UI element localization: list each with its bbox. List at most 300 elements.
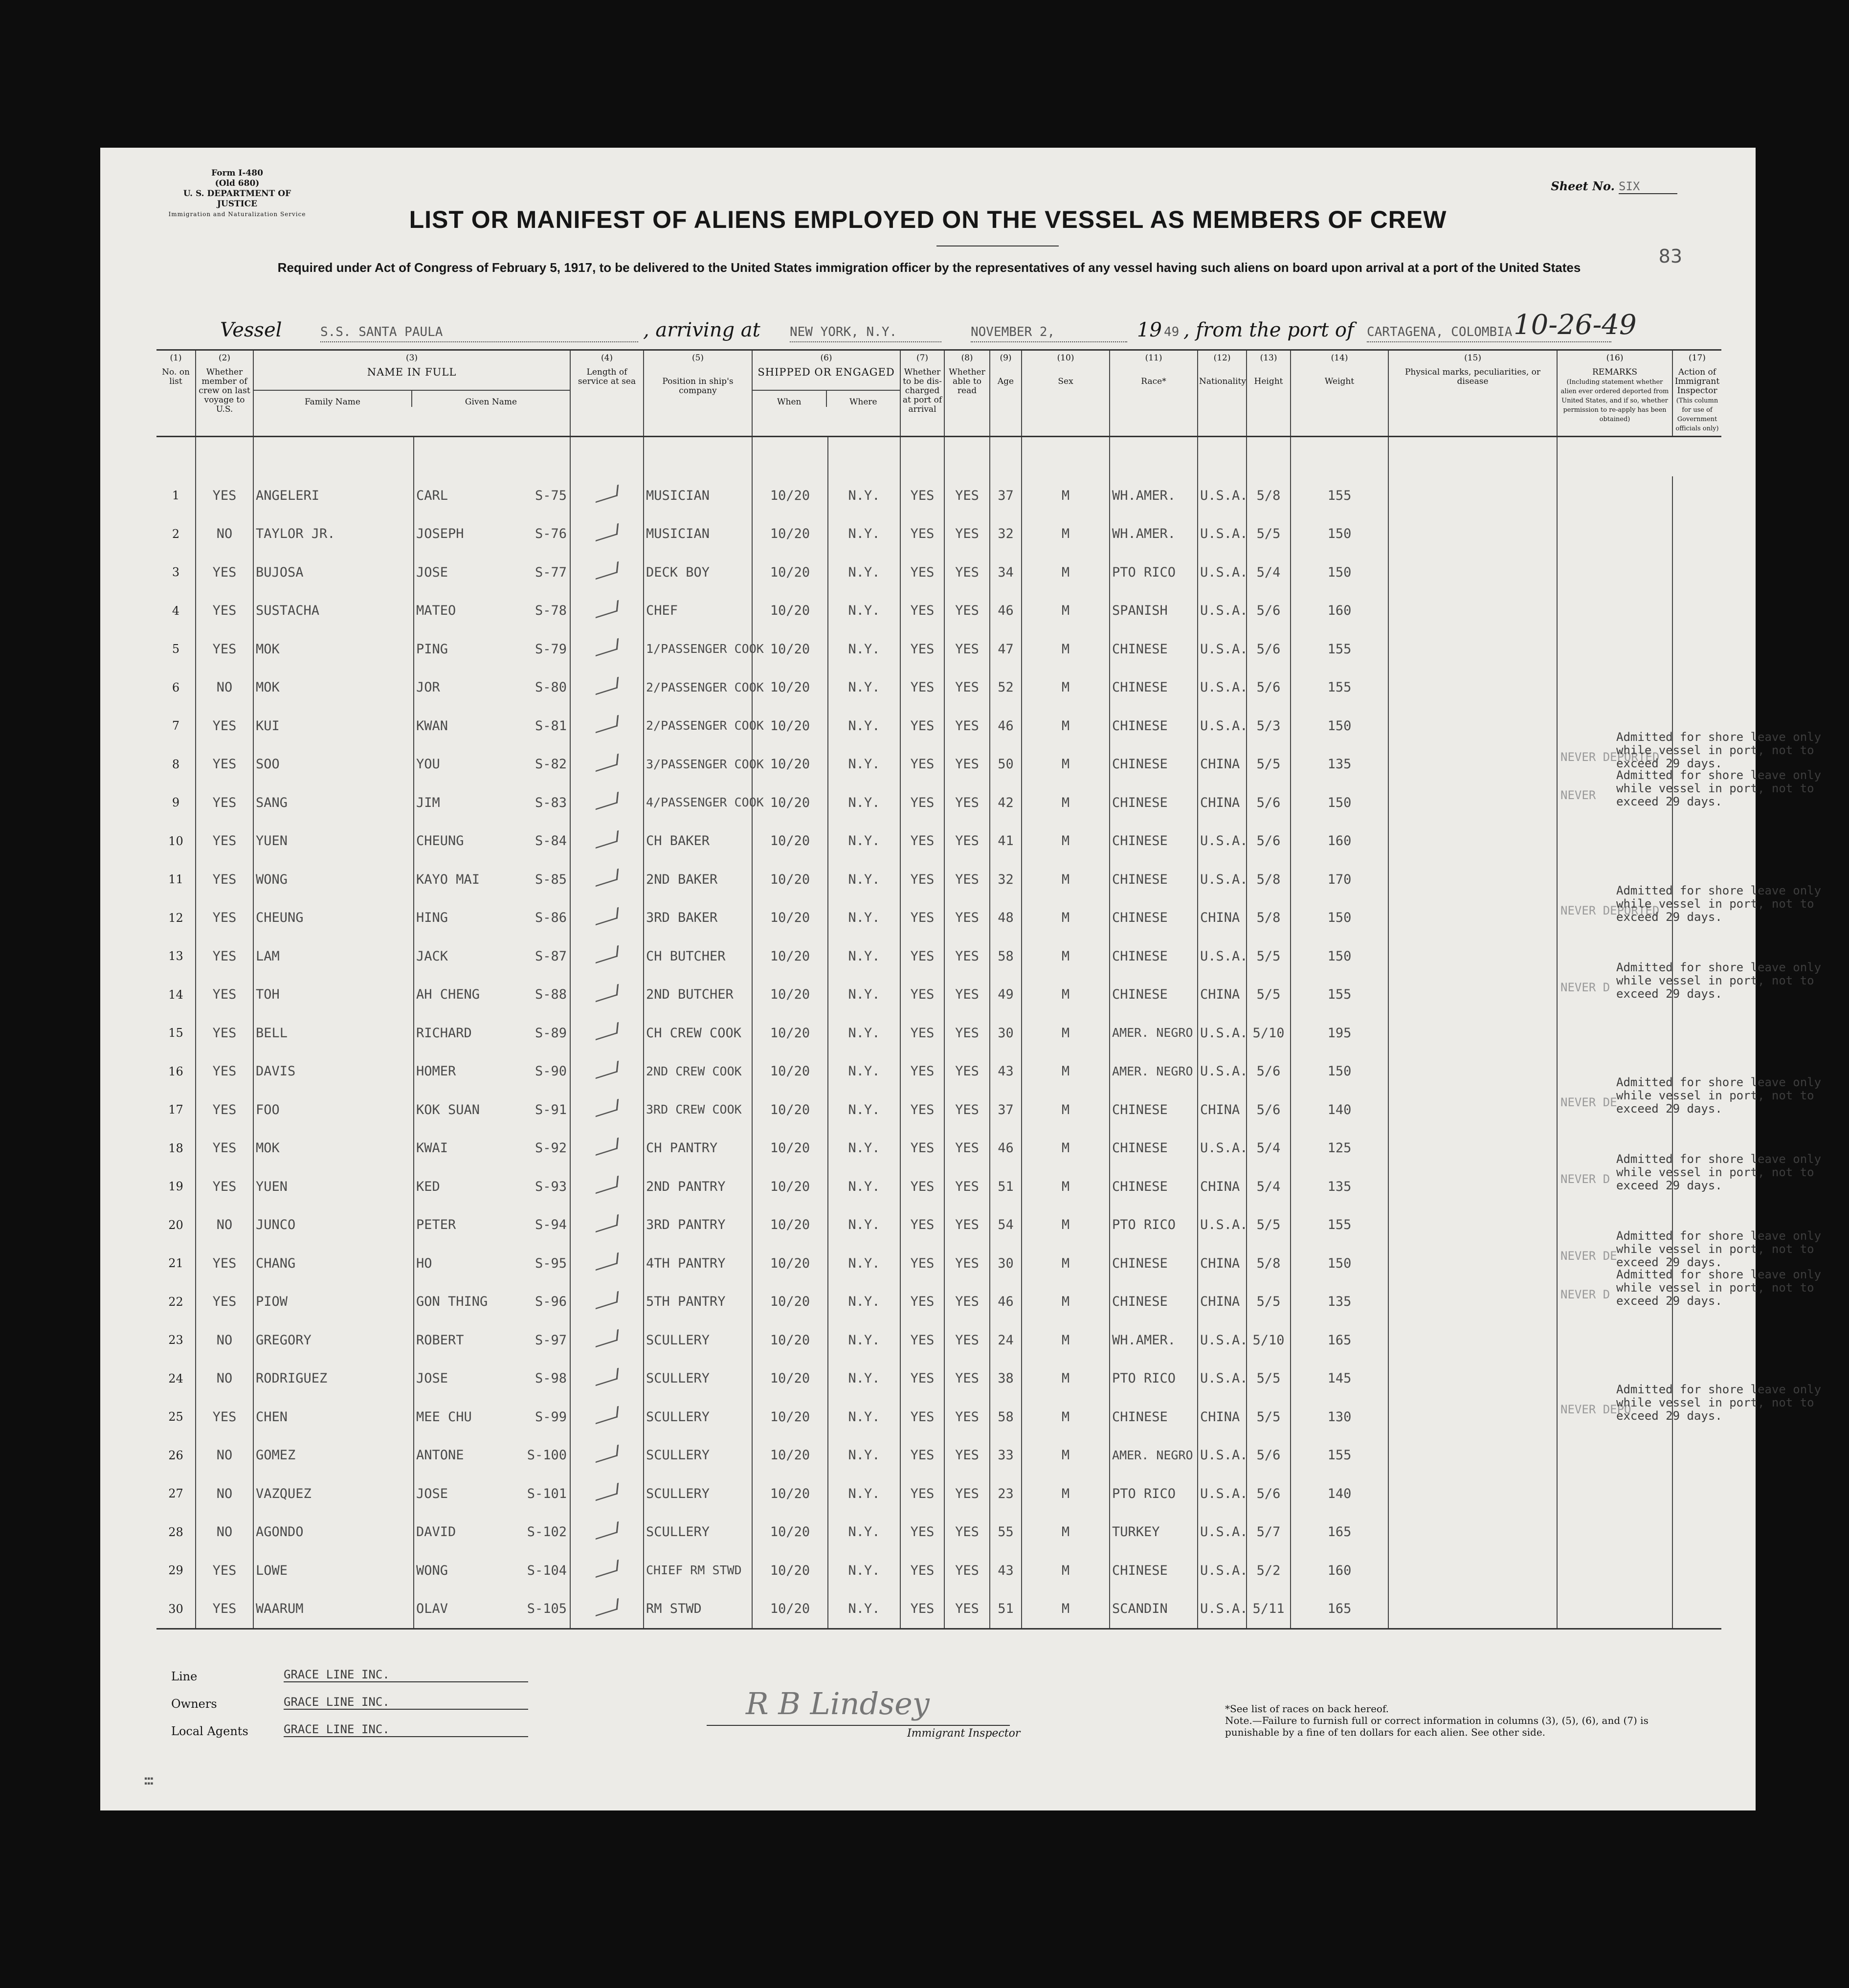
list-number: 27	[168, 1487, 183, 1501]
age: 37	[998, 488, 1014, 503]
height: 5/8	[1256, 910, 1281, 926]
able-to-read-cell	[944, 1129, 990, 1168]
line-field	[171, 1668, 390, 1683]
nationality: U.S.A.	[1200, 1217, 1248, 1233]
sex: M	[1061, 987, 1070, 1003]
sex: M	[1061, 1025, 1070, 1041]
family-name: BUJOSA	[256, 564, 304, 580]
family-name-cell	[253, 1551, 414, 1590]
checkmark-icon	[595, 1176, 618, 1194]
family-name: SANG	[256, 795, 288, 810]
list-number: 28	[168, 1525, 183, 1539]
col-1-header: (1) No. on list	[156, 350, 196, 437]
weight-cell	[1291, 1360, 1388, 1398]
shipped-when-cell	[752, 1244, 828, 1283]
height-cell	[1247, 1283, 1291, 1321]
checkmark-icon	[595, 1406, 618, 1425]
age-cell	[990, 1360, 1022, 1398]
list-number-cell	[156, 1129, 196, 1168]
list-number-cell	[156, 745, 196, 784]
height-cell	[1247, 1513, 1291, 1552]
discharged-at-port: YES	[910, 871, 935, 887]
age-cell	[990, 1513, 1022, 1552]
discharged-at-port: YES	[910, 987, 935, 1003]
previous-voyage: YES	[212, 948, 237, 964]
races-note: *See list of races on back hereof.	[1225, 1703, 1389, 1715]
nationality-cell	[1198, 1014, 1247, 1052]
given-name-cell	[414, 1590, 570, 1629]
race: WH.AMER.	[1112, 1332, 1176, 1348]
previous-voyage-cell	[196, 1283, 253, 1321]
table-row	[156, 1014, 1721, 1052]
sex-cell	[1022, 1283, 1110, 1321]
previous-voyage-cell	[196, 860, 253, 899]
race: CHINESE	[1112, 641, 1168, 657]
length-of-service-cell	[570, 1398, 644, 1436]
discharged-at-port: YES	[910, 1332, 935, 1348]
remarks-cell	[1557, 1590, 1672, 1629]
shipped-when-cell	[752, 1474, 828, 1513]
physical-marks-cell	[1388, 1590, 1557, 1629]
shipped-when: 10/20	[770, 1486, 810, 1501]
crew-code: S-93	[535, 1179, 567, 1194]
nationality: U.S.A.	[1200, 871, 1248, 887]
race: CHINESE	[1112, 757, 1168, 772]
height: 5/5	[1256, 1217, 1281, 1233]
inspector-action-cell	[1672, 476, 1721, 515]
able-to-read-cell	[944, 515, 990, 554]
shipped-where: N.Y.	[848, 488, 880, 503]
able-to-read-cell	[944, 1551, 990, 1590]
position: SCULLERY	[646, 1524, 710, 1540]
age: 49	[998, 987, 1014, 1003]
deportation-status: NEVER DEPORTED	[1560, 903, 1660, 917]
sex-cell	[1022, 1167, 1110, 1206]
table-row	[156, 1590, 1721, 1629]
given-name-cell	[414, 1091, 570, 1129]
nationality: U.S.A.	[1200, 1486, 1248, 1501]
inspector-action-cell	[1672, 630, 1721, 669]
weight-cell	[1291, 1206, 1388, 1245]
given-name-cell	[414, 1398, 570, 1436]
discharge-cell	[900, 1474, 944, 1513]
position-cell	[644, 1513, 752, 1552]
weight: 165	[1327, 1524, 1352, 1540]
length-of-service-cell	[570, 1052, 644, 1091]
discharge-cell	[900, 515, 944, 554]
position-cell	[644, 976, 752, 1014]
list-number: 6	[172, 680, 180, 694]
table-row	[156, 476, 1721, 515]
able-to-read-cell	[944, 476, 990, 515]
family-name: JUNCO	[256, 1217, 296, 1233]
discharged-at-port: YES	[910, 1448, 935, 1463]
shore-leave-remark: Admitted for shore leave only while vessel in port, not to exceed 29 days.	[1616, 883, 1822, 924]
shipped-when-cell	[752, 553, 828, 592]
table-row	[156, 1244, 1721, 1283]
able-to-read: YES	[955, 1255, 979, 1271]
length-of-service-cell	[570, 937, 644, 976]
able-to-read: YES	[955, 603, 979, 619]
sex: M	[1061, 641, 1070, 657]
position: SCULLERY	[646, 1332, 710, 1348]
remarks-cell	[1557, 592, 1672, 630]
given-name: GON THING	[416, 1294, 488, 1310]
race: CHINESE	[1112, 987, 1168, 1003]
position: CH CREW COOK	[646, 1025, 742, 1041]
family-name-cell	[253, 1052, 414, 1091]
race: AMER. NEGRO	[1112, 1448, 1193, 1462]
able-to-read: YES	[955, 1409, 979, 1425]
race: PTO RICO	[1112, 1371, 1176, 1386]
shipped-where-cell	[828, 1590, 900, 1629]
able-to-read: YES	[955, 1486, 979, 1501]
race: WH.AMER.	[1112, 526, 1176, 542]
age-cell	[990, 1283, 1022, 1321]
weight-cell	[1291, 745, 1388, 784]
height-cell	[1247, 1474, 1291, 1513]
able-to-read: YES	[955, 1102, 979, 1117]
checkmark-icon	[595, 523, 618, 541]
nationality: CHINA	[1200, 1102, 1240, 1117]
position-cell	[644, 1398, 752, 1436]
given-name: MEE CHU	[416, 1409, 472, 1425]
list-number: 2	[172, 527, 180, 541]
position-cell	[644, 1244, 752, 1283]
given-name: HOMER	[416, 1064, 456, 1079]
weight: 135	[1327, 1294, 1352, 1310]
crew-code: S-91	[535, 1102, 567, 1117]
remarks-cell	[1557, 630, 1672, 669]
given-name: MATEO	[416, 603, 456, 619]
height-cell	[1247, 592, 1291, 630]
shipped-when: 10/20	[770, 795, 810, 810]
able-to-read-cell	[944, 1283, 990, 1321]
weight: 155	[1327, 641, 1352, 657]
previous-voyage: YES	[212, 795, 237, 810]
given-name-cell	[414, 553, 570, 592]
shipped-when-cell	[752, 592, 828, 630]
checkmark-icon	[595, 753, 618, 772]
height: 5/6	[1256, 1448, 1281, 1463]
family-name-cell	[253, 783, 414, 822]
given-name: DAVID	[416, 1524, 456, 1540]
year-prefix: 19	[1137, 319, 1162, 341]
physical-marks-cell	[1388, 1167, 1557, 1206]
age-cell	[990, 976, 1022, 1014]
shipped-where-cell	[828, 937, 900, 976]
weight-cell	[1291, 1014, 1388, 1052]
family-name-cell	[253, 937, 414, 976]
sex-cell	[1022, 1513, 1110, 1552]
checkmark-icon	[595, 792, 618, 810]
weight-cell	[1291, 1474, 1388, 1513]
length-of-service-cell	[570, 592, 644, 630]
discharged-at-port: YES	[910, 1563, 935, 1578]
length-of-service-cell	[570, 1014, 644, 1052]
position-cell	[644, 1129, 752, 1168]
able-to-read: YES	[955, 641, 979, 657]
remarks-cell	[1557, 1014, 1672, 1052]
length-of-service-cell	[570, 1283, 644, 1321]
height: 5/5	[1256, 526, 1281, 542]
sheet-label: Sheet No.	[1551, 179, 1615, 193]
checkmark-icon	[595, 1291, 618, 1309]
weight: 125	[1327, 1140, 1352, 1156]
previous-voyage-cell	[196, 1052, 253, 1091]
nationality: U.S.A.	[1200, 833, 1248, 849]
table-row	[156, 1513, 1721, 1552]
crew-code: S-83	[535, 795, 567, 810]
previous-voyage-cell	[196, 1436, 253, 1475]
length-of-service-cell	[570, 1167, 644, 1206]
sex-cell	[1022, 1590, 1110, 1629]
physical-marks-cell	[1388, 515, 1557, 554]
shipped-where: N.Y.	[848, 564, 880, 580]
discharge-cell	[900, 1590, 944, 1629]
shipped-where-cell	[828, 783, 900, 822]
col-7-header: (7) Whether to be dis-charged at port of arrival	[900, 350, 944, 437]
position: 2/PASSENGER COOK	[646, 680, 764, 694]
given-name-cell	[414, 745, 570, 784]
nationality: U.S.A.	[1200, 603, 1248, 619]
race-cell	[1110, 476, 1198, 515]
remarks-cell	[1557, 515, 1672, 554]
race-cell	[1110, 1513, 1198, 1552]
previous-voyage-cell	[196, 669, 253, 707]
discharged-at-port: YES	[910, 564, 935, 580]
shipped-when-cell	[752, 1206, 828, 1245]
nationality-cell	[1198, 899, 1247, 938]
shipped-where-cell	[828, 630, 900, 669]
nationality: U.S.A.	[1200, 1140, 1248, 1156]
age-cell	[990, 1590, 1022, 1629]
nationality: U.S.A.	[1200, 1332, 1248, 1348]
nationality-cell	[1198, 476, 1247, 515]
age: 34	[998, 564, 1014, 580]
age-cell	[990, 630, 1022, 669]
given-name: AH CHENG	[416, 987, 480, 1003]
previous-voyage-cell	[196, 822, 253, 861]
shipped-when-cell	[752, 1590, 828, 1629]
height-cell	[1247, 1436, 1291, 1475]
nationality-cell	[1198, 592, 1247, 630]
position: DECK BOY	[646, 564, 710, 580]
discharge-cell	[900, 1014, 944, 1052]
able-to-read: YES	[955, 1601, 979, 1617]
sex-cell	[1022, 1091, 1110, 1129]
previous-voyage: YES	[212, 488, 237, 503]
table-row	[156, 1321, 1721, 1360]
sex-cell	[1022, 937, 1110, 976]
family-name-cell	[253, 976, 414, 1014]
sex: M	[1061, 680, 1070, 695]
height: 5/4	[1256, 1179, 1281, 1194]
race: CHINESE	[1112, 833, 1168, 849]
list-number: 7	[172, 719, 180, 733]
discharged-at-port: YES	[910, 718, 935, 734]
discharged-at-port: YES	[910, 641, 935, 657]
inspector-action-cell	[1672, 1436, 1721, 1475]
shipped-where: N.Y.	[848, 641, 880, 657]
shipped-when-cell	[752, 1052, 828, 1091]
shipped-when-cell	[752, 476, 828, 515]
able-to-read: YES	[955, 1140, 979, 1156]
shipped-where-cell	[828, 1474, 900, 1513]
given-name: KAYO MAI	[416, 871, 480, 887]
shore-leave-remark: Admitted for shore leave only while vessel in port, not to exceed 29 days.	[1616, 1383, 1822, 1423]
given-name-cell	[414, 1551, 570, 1590]
col-9-header: (9) Age	[990, 350, 1022, 437]
previous-voyage: YES	[212, 1179, 237, 1194]
race: TURKEY	[1112, 1524, 1160, 1540]
crew-code: S-87	[535, 948, 567, 964]
checkmark-icon	[595, 945, 618, 964]
able-to-read: YES	[955, 948, 979, 964]
discharged-at-port: YES	[910, 1064, 935, 1079]
shipped-where-cell	[828, 592, 900, 630]
shipped-where-cell	[828, 745, 900, 784]
length-of-service-cell	[570, 1321, 644, 1360]
shipped-where: N.Y.	[848, 1601, 880, 1617]
previous-voyage: YES	[212, 833, 237, 849]
previous-voyage: YES	[212, 1409, 237, 1425]
family-name-cell	[253, 476, 414, 515]
race: CHINESE	[1112, 680, 1168, 695]
sex: M	[1061, 1563, 1070, 1578]
shipped-when-cell	[752, 1091, 828, 1129]
race: CHINESE	[1112, 948, 1168, 964]
height: 5/4	[1256, 1140, 1281, 1156]
nationality-cell	[1198, 1167, 1247, 1206]
shipped-when-cell	[752, 1436, 828, 1475]
list-number-cell	[156, 1321, 196, 1360]
table-row	[156, 669, 1721, 707]
nationality-cell	[1198, 1513, 1247, 1552]
discharge-cell	[900, 592, 944, 630]
height-cell	[1247, 1014, 1291, 1052]
position-cell	[644, 1052, 752, 1091]
able-to-read-cell	[944, 1206, 990, 1245]
sex-cell	[1022, 1551, 1110, 1590]
family-name-cell	[253, 1206, 414, 1245]
family-name-header: Family Name	[305, 397, 360, 407]
previous-voyage-cell	[196, 899, 253, 938]
race: CHINESE	[1112, 1294, 1168, 1310]
vessel-label: Vessel	[220, 319, 282, 341]
race-cell	[1110, 1360, 1198, 1398]
checkmark-icon	[595, 1252, 618, 1271]
shipped-where: N.Y.	[848, 987, 880, 1003]
given-name: KOK SUAN	[416, 1102, 480, 1117]
shipped-where-cell	[828, 1129, 900, 1168]
signature-line	[707, 1725, 1010, 1726]
sex: M	[1061, 795, 1070, 810]
able-to-read-cell	[944, 1014, 990, 1052]
nationality: CHINA	[1200, 795, 1240, 810]
age: 52	[998, 680, 1014, 695]
length-of-service-cell	[570, 553, 644, 592]
sex-cell	[1022, 669, 1110, 707]
race: CHINESE	[1112, 1563, 1168, 1578]
inspector-label: Immigrant Inspector	[907, 1727, 1021, 1740]
age: 43	[998, 1064, 1014, 1079]
weight-cell	[1291, 937, 1388, 976]
shipped-when: 10/20	[770, 1409, 810, 1425]
crew-code: S-77	[535, 564, 567, 580]
shipped-where: N.Y.	[848, 833, 880, 849]
age-cell	[990, 1244, 1022, 1283]
age: 51	[998, 1179, 1014, 1194]
able-to-read: YES	[955, 795, 979, 810]
when-header: When	[777, 397, 802, 407]
able-to-read: YES	[955, 987, 979, 1003]
physical-marks-cell	[1388, 822, 1557, 861]
nationality: CHINA	[1200, 757, 1240, 772]
sex: M	[1061, 1371, 1070, 1386]
list-number-cell	[156, 1513, 196, 1552]
weight-cell	[1291, 1283, 1388, 1321]
position: 3RD BAKER	[646, 910, 718, 926]
sex-cell	[1022, 1129, 1110, 1168]
table-row	[156, 899, 1721, 938]
length-of-service-cell	[570, 822, 644, 861]
weight-cell	[1291, 1551, 1388, 1590]
position-cell	[644, 1167, 752, 1206]
nationality-cell	[1198, 1398, 1247, 1436]
remarks-cell	[1557, 1513, 1672, 1552]
previous-voyage: NO	[216, 1486, 233, 1501]
list-number-cell	[156, 1474, 196, 1513]
physical-marks-cell	[1388, 937, 1557, 976]
previous-voyage-cell	[196, 515, 253, 554]
departure-port: CARTAGENA, COLOMBIA	[1367, 325, 1611, 342]
year-suffix: 49	[1164, 325, 1180, 339]
col-14-header: (14) Weight	[1291, 350, 1388, 437]
line-label: Line	[171, 1670, 198, 1683]
sex-cell	[1022, 860, 1110, 899]
height: 5/8	[1256, 871, 1281, 887]
able-to-read-cell	[944, 1167, 990, 1206]
previous-voyage-cell	[196, 476, 253, 515]
family-name: WONG	[256, 871, 288, 887]
nationality: U.S.A.	[1200, 718, 1248, 734]
age: 41	[998, 833, 1014, 849]
list-number-cell	[156, 1014, 196, 1052]
position: MUSICIAN	[646, 526, 710, 542]
position-cell	[644, 515, 752, 554]
physical-marks-cell	[1388, 1321, 1557, 1360]
sex: M	[1061, 871, 1070, 887]
inspector-action-cell	[1672, 553, 1721, 592]
age-cell	[990, 707, 1022, 745]
sex-cell	[1022, 1398, 1110, 1436]
nationality-cell	[1198, 1129, 1247, 1168]
able-to-read: YES	[955, 1179, 979, 1194]
race-cell	[1110, 745, 1198, 784]
shipped-when-cell	[752, 1167, 828, 1206]
sex: M	[1061, 1524, 1070, 1540]
position: 2ND PANTRY	[646, 1179, 726, 1194]
position-cell	[644, 1474, 752, 1513]
able-to-read-cell	[944, 1360, 990, 1398]
weight-cell	[1291, 1321, 1388, 1360]
height: 5/6	[1256, 603, 1281, 619]
shipped-where-cell	[828, 707, 900, 745]
length-of-service-cell	[570, 1129, 644, 1168]
given-name-cell	[414, 899, 570, 938]
height-cell	[1247, 1129, 1291, 1168]
